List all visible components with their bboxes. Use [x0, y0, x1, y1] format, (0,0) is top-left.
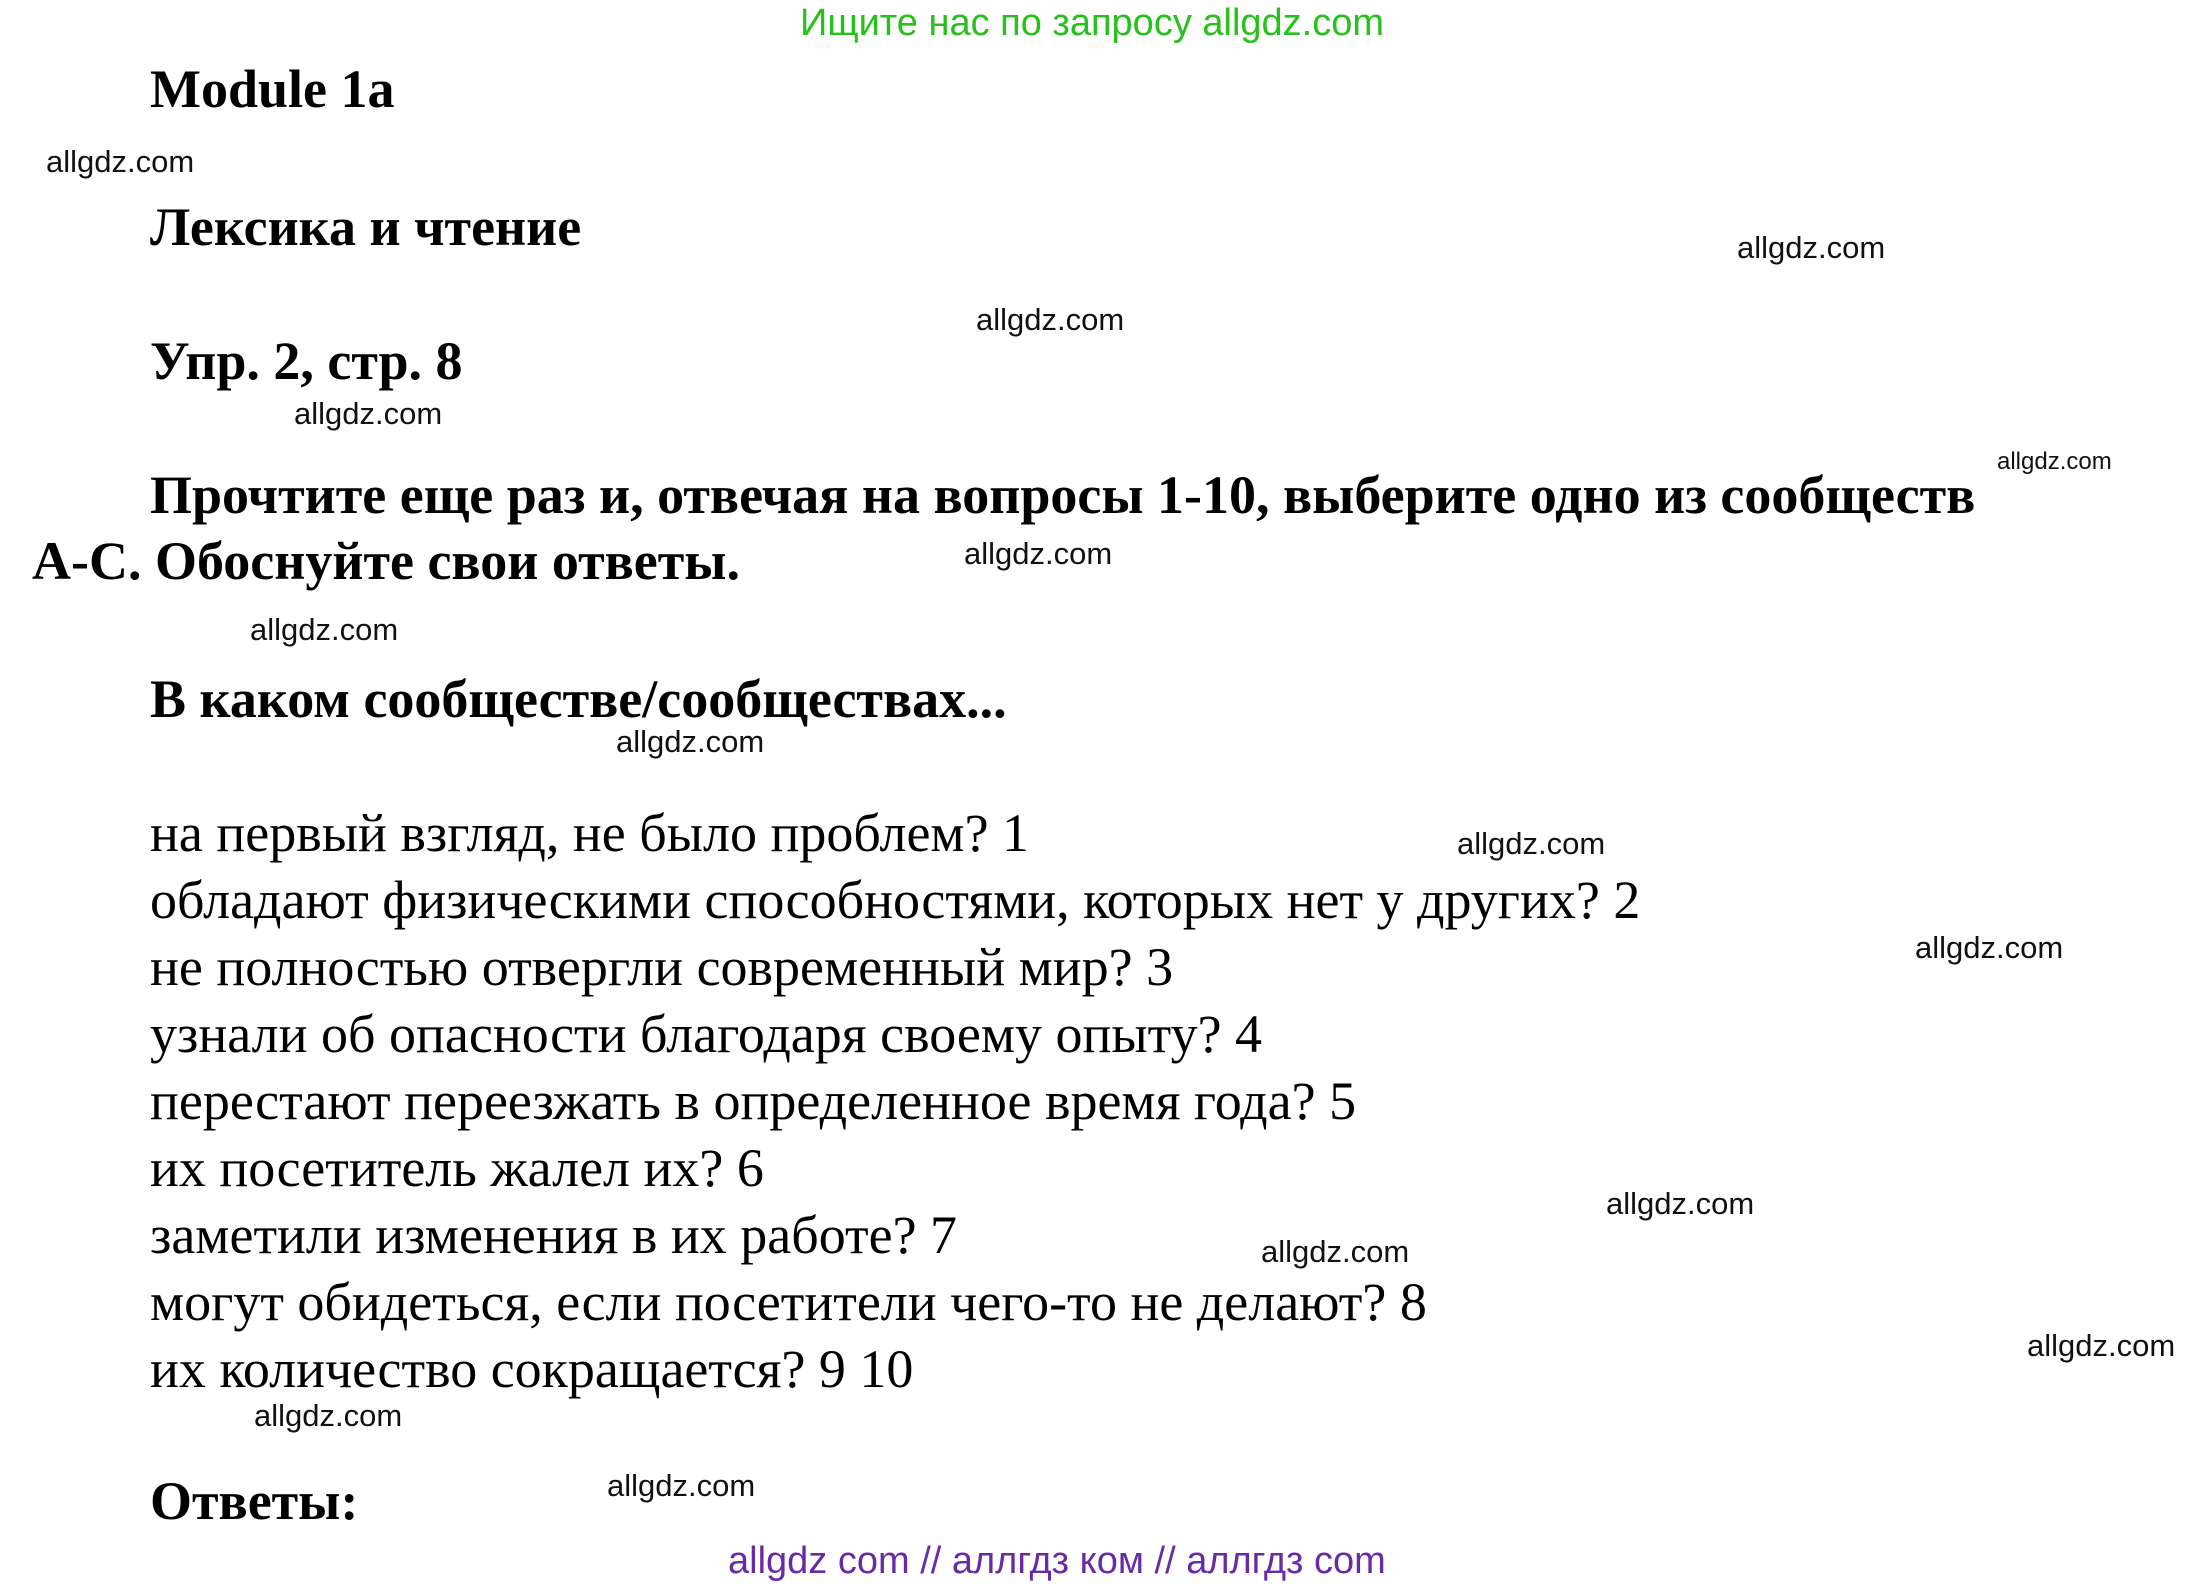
question-item: узнали об опасности благодаря своему опыту? 4 [150, 1004, 1263, 1064]
watermark: allgdz.com [1737, 230, 1886, 265]
question-item: их посетитель жалел их? 6 [150, 1138, 764, 1198]
question-item: на первый взгляд, не было проблем? 1 [150, 803, 1030, 863]
watermark: allgdz.com [616, 724, 765, 759]
question-item: заметили изменения в их работе? 7 [150, 1205, 958, 1265]
question-item: могут обидеться, если посетители чего-то не делают? 8 [150, 1272, 1427, 1332]
footer-watermark: allgdz com // аллгдз ком // аллгдз com [728, 1540, 1386, 1582]
exercise-reference: Упр. 2, стр. 8 [150, 331, 463, 391]
question-item: не полностью отвергли современный мир? 3 [150, 937, 1174, 997]
instruction-line-2: A-C. Обоснуйте свои ответы. [32, 531, 740, 591]
question-list [150, 800, 1640, 1403]
watermark: allgdz.com [1606, 1186, 1755, 1221]
watermark: allgdz.com [2027, 1328, 2176, 1363]
top-banner: Ищите нас по запросу allgdz.com [800, 2, 1385, 44]
watermark: allgdz.com [250, 612, 399, 647]
question-item: их количество сокращается? 9 10 [150, 1339, 914, 1399]
watermark: allgdz.com [607, 1468, 756, 1503]
watermark: allgdz.com [1261, 1234, 1410, 1269]
watermark: allgdz.com [976, 302, 1125, 337]
question-item: обладают физическими способностями, которых нет у других? 2 [150, 870, 1641, 930]
instruction-text [32, 462, 2152, 594]
section-title: Лексика и чтение [150, 197, 582, 257]
watermark: allgdz.com [46, 144, 195, 179]
watermark: allgdz.com [1457, 826, 1606, 861]
instruction-line-1: Прочтите еще раз и, отвечая на вопросы 1-10, выберите одно из сообществ [150, 465, 1976, 525]
answers-label: Ответы: [150, 1471, 359, 1531]
question-item: перестают переезжать в определенное время года? 5 [150, 1071, 1357, 1131]
question-lead: В каком сообществе/сообществах... [150, 669, 1007, 729]
watermark: allgdz.com [964, 536, 1113, 571]
module-title: Module 1a [150, 59, 395, 119]
watermark: allgdz.com [1915, 930, 2064, 965]
watermark: allgdz.com [294, 396, 443, 431]
watermark: allgdz.com [1997, 448, 2112, 475]
watermark: allgdz.com [254, 1398, 403, 1433]
